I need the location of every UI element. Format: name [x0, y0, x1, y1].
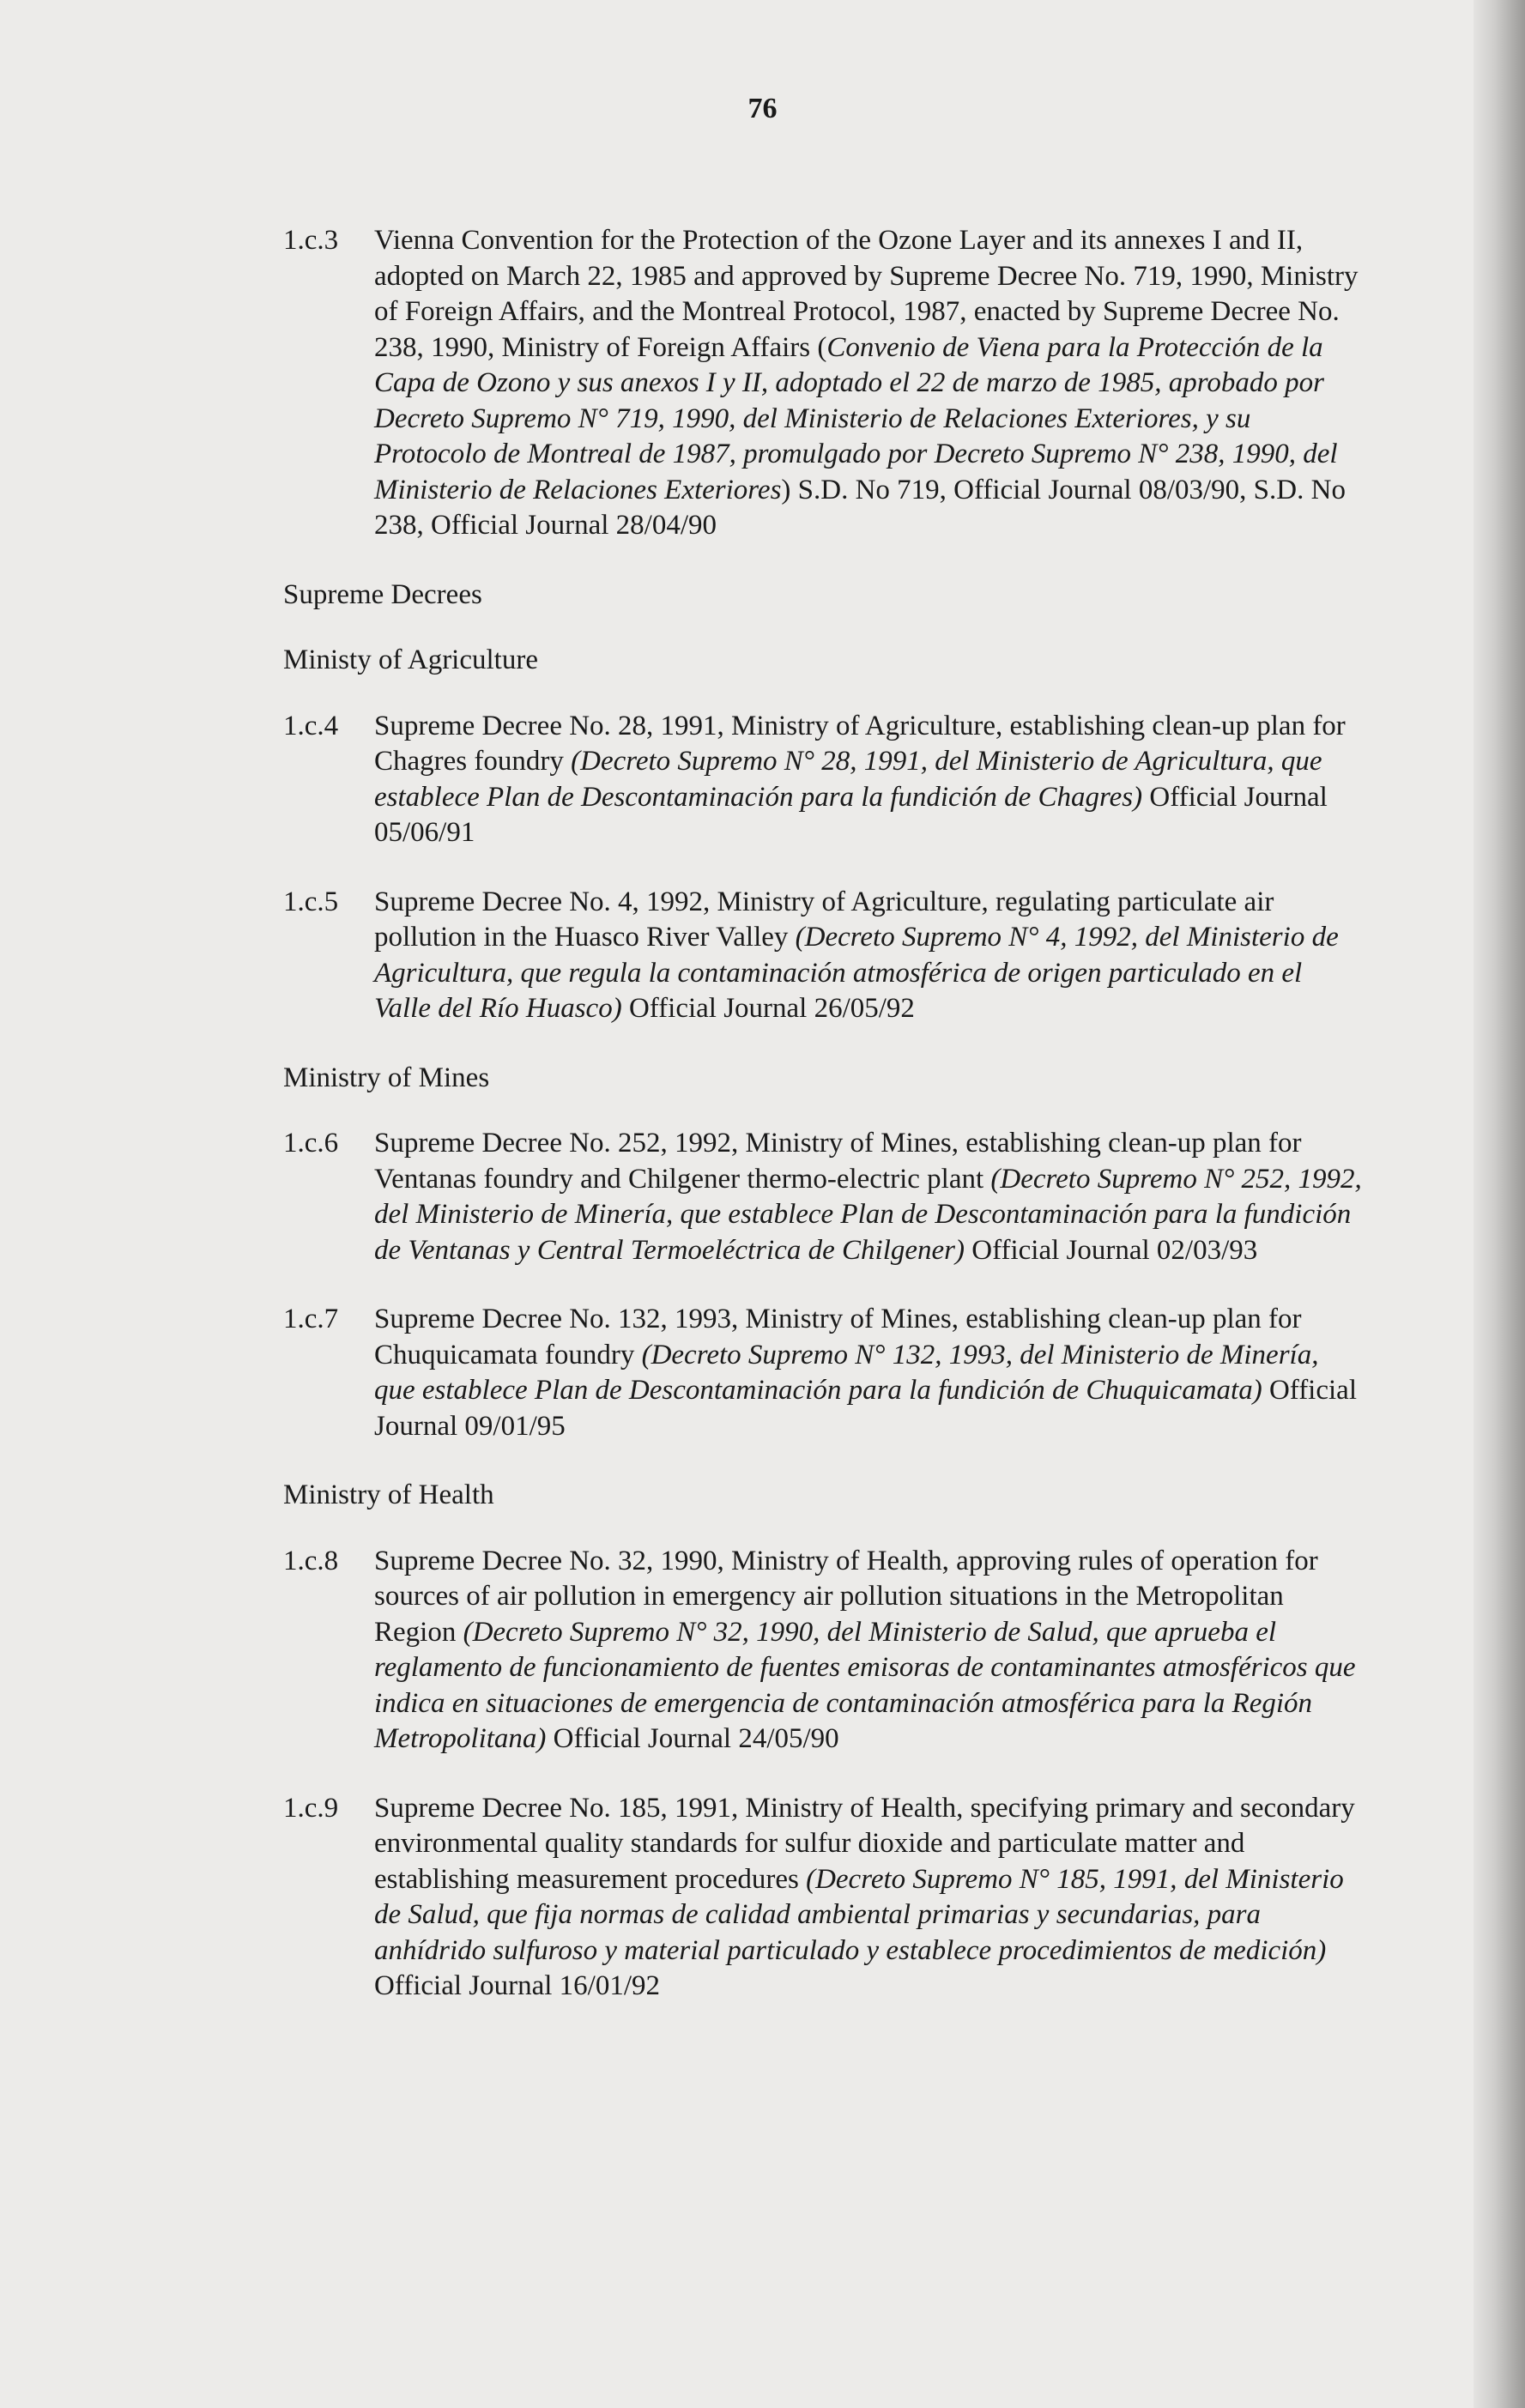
heading-ministry-mines: Ministry of Mines: [283, 1062, 490, 1093]
entry-spanish-title: (Decreto Supremo N° 28, 1991, del Ministerio de Agricultura, que establece Plan de Descontaminación para la fundición de Chagres): [374, 746, 1322, 813]
entry-text: Vienna Convention for the Protection of the Ozone Layer and its annexes I and II, adopted on March 22, 1985 and approved by Supreme Decree No. 719, 1990, Ministry of Foreign Affairs, and the Montreal Protocol, 1987, enacted by Supreme Decree No. 238, 1990, Ministry of Foreign Affairs (: [374, 225, 1359, 363]
entry-spanish-title: (Decreto Supremo N° 4, 1992, del Ministerio de Agricultura, que regula la contaminación atmosférica de origen particulado en el Valle del Río Huasco): [374, 922, 1339, 1024]
entry-spanish-title: (Decreto Supremo N° 32, 1990, del Ministerio de Salud, que aprueba el reglamento de funcionamiento de fuentes emisoras de contaminantes atmosféricos que indica en situaciones de emergencia de contaminación atmosférica para la Región Metropolitana): [374, 1616, 1356, 1754]
page-edge-shadow: [1474, 0, 1525, 2408]
entry-citation: ) S.D. No 719, Official Journal 08/03/90, S.D. No 238, Official Journal 28/04/90: [374, 474, 1346, 541]
entry-citation: Official Journal 24/05/90: [546, 1723, 839, 1754]
entry-citation: Official Journal 26/05/92: [621, 993, 915, 1024]
entry-1c5: [283, 885, 1365, 1027]
entry-spanish-title: Convenio de Viena para la Protección de la Capa de Ozono y sus anexos I y II, adoptado el 22 de marzo de 1985, aprobado por Decreto Supremo N° 719, 1990, del Ministerio de Relaciones Exteriores, y su Protocolo de Montreal de 1987, promulgado por Decreto Supremo N° 238, 1990, del Ministerio de Relaciones Exteriores: [374, 331, 1338, 505]
entry-number: 1.c.6: [283, 1128, 339, 1159]
entry-1c9: [283, 1791, 1365, 2005]
entry-number: 1.c.3: [283, 225, 339, 256]
document-body: [283, 223, 1365, 2038]
entry-1c6: [283, 1126, 1365, 1268]
entry-number: 1.c.9: [283, 1792, 339, 1824]
entry-1c8: [283, 1544, 1365, 1758]
entry-number: 1.c.7: [283, 1304, 339, 1334]
entry-spanish-title: (Decreto Supremo N° 132, 1993, del Ministerio de Minería, que establece Plan de Descontaminación para la fundición de Chuquicamata): [374, 1339, 1319, 1406]
entry-text: Supreme Decree No. 28, 1991, Ministry of Agriculture, establishing clean-up plan for Chagres foundry: [374, 710, 1346, 777]
entry-text: Supreme Decree No. 185, 1991, Ministry of Health, specifying primary and secondary environmental quality standards for sulfur dioxide and particulate matter and establishing measurement procedures: [374, 1792, 1355, 1895]
entry-number: 1.c.8: [283, 1545, 339, 1576]
entry-number: 1.c.5: [283, 886, 339, 917]
entry-spanish-title: (Decreto Supremo N° 185, 1991, del Ministerio de Salud, que fija normas de calidad ambiental primarias y secundarias, para anhídrido sulfuroso y material particulado y establece procedimientos de medición): [374, 1863, 1344, 1966]
heading-ministry-agriculture: Ministy of Agriculture: [283, 644, 538, 675]
entry-1c3: [283, 223, 1365, 544]
page-number: 76: [747, 93, 778, 124]
entry-citation: Official Journal 05/06/91: [374, 781, 1328, 848]
entry-1c7: [283, 1302, 1365, 1444]
entry-number: 1.c.4: [283, 710, 339, 741]
entry-citation: Official Journal 16/01/92: [374, 1970, 660, 2001]
heading-ministry-health: Ministry of Health: [283, 1479, 494, 1510]
entry-text: Supreme Decree No. 4, 1992, Ministry of Agriculture, regulating particulate air pollution in the Huasco River Valley: [374, 886, 1274, 953]
heading-supreme-decrees: Supreme Decrees: [283, 578, 482, 610]
entry-text: Supreme Decree No. 252, 1992, Ministry of Mines, establishing clean-up plan for Ventanas foundry and Chilgener thermo-electric plant: [374, 1128, 1302, 1195]
entry-text: Supreme Decree No. 132, 1993, Ministry of Mines, establishing clean-up plan for Chuquicamata foundry: [374, 1304, 1302, 1370]
entry-citation: Official Journal 02/03/93: [965, 1234, 1258, 1266]
entry-text: Supreme Decree No. 32, 1990, Ministry of Health, approving rules of operation for sources of air pollution in emergency air pollution situations in the Metropolitan Region: [374, 1545, 1318, 1648]
entry-1c4: [283, 709, 1365, 851]
entry-spanish-title: (Decreto Supremo N° 252, 1992, del Ministerio de Minería, que establece Plan de Descontaminación para la fundición de Ventanas y Central Termoeléctrica de Chilgener): [374, 1163, 1362, 1266]
entry-citation: Official Journal 09/01/95: [374, 1375, 1357, 1442]
